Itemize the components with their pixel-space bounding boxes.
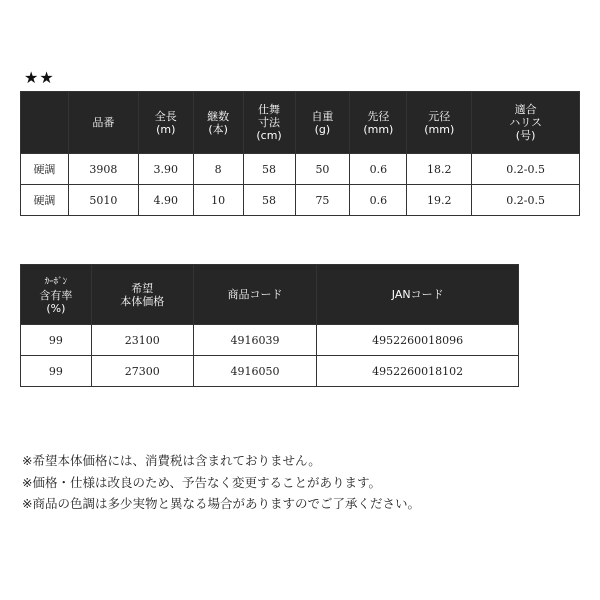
header-line: JANコード [391, 288, 444, 301]
price-header-row [21, 265, 519, 325]
header-line: 商品コード [227, 288, 283, 301]
rating-stars: ★★ [24, 68, 55, 87]
header-line: (%) [46, 302, 66, 315]
spec-cell: 50 [295, 154, 350, 185]
price-cell: 4952260018102 [317, 356, 519, 387]
spec-header-cell [193, 92, 243, 154]
spec-cell: 58 [243, 185, 295, 216]
header-line: (m) [156, 122, 176, 136]
spec-header-cell [243, 92, 295, 154]
header-line: 仕舞 [258, 103, 281, 116]
spec-table [20, 91, 580, 216]
spec-cell: 硬調 [21, 154, 69, 185]
spec-header-cell [350, 92, 407, 154]
spec-cell: 58 [243, 154, 295, 185]
table-row [21, 185, 580, 216]
header-line: (mm) [363, 122, 394, 136]
header-line: ハリス [509, 116, 542, 129]
spec-cell: 18.2 [407, 154, 472, 185]
note-line: ※希望本体価格には、消費税は含まれておりません。 [22, 453, 321, 468]
price-cell: 23100 [91, 325, 193, 356]
spec-header-cell [68, 92, 138, 154]
spec-cell: 10 [193, 185, 243, 216]
price-header-cell [193, 265, 317, 325]
spec-header-cell [472, 92, 580, 154]
header-line: 適合 [514, 103, 537, 116]
price-cell: 4916039 [193, 325, 317, 356]
spec-cell: 75 [295, 185, 350, 216]
note-line: ※商品の色調は多少実物と異なる場合がありますのでご了承ください。 [22, 496, 420, 511]
table-row [21, 356, 519, 387]
spec-cell: 0.6 [350, 185, 407, 216]
header-line: (cm) [256, 129, 282, 142]
notes [22, 450, 420, 515]
price-table [20, 264, 519, 387]
spec-cell: 5010 [68, 185, 138, 216]
header-line: 品番 [92, 116, 115, 129]
price-cell: 99 [21, 325, 92, 356]
spec-cell: 0.6 [350, 154, 407, 185]
header-line: 先径 [367, 109, 390, 123]
price-header-cell [21, 265, 92, 325]
header-line: ｶｰﾎﾞﾝ [44, 277, 68, 287]
spec-cell: 硬調 [21, 185, 69, 216]
spec-header-cell [407, 92, 472, 154]
price-cell: 99 [21, 356, 92, 387]
header-line: (本) [208, 122, 228, 136]
price-header-cell [91, 265, 193, 325]
spec-cell: 3.90 [138, 154, 193, 185]
header-line: (号) [515, 129, 536, 142]
header-line: (mm) [424, 122, 455, 136]
note-line: ※価格・仕様は改良のため、予告なく変更することがあります。 [22, 474, 381, 490]
header-line: 含有率 [39, 289, 73, 302]
price-cell: 4916050 [193, 356, 317, 387]
spec-cell: 4.90 [138, 185, 193, 216]
header-line: 寸法 [258, 116, 281, 129]
price-cell: 27300 [91, 356, 193, 387]
table-row [21, 154, 580, 185]
table-row [21, 325, 519, 356]
header-line: 本体価格 [120, 294, 165, 308]
price-cell: 4952260018096 [317, 325, 519, 356]
header-line: 元径 [428, 109, 451, 123]
spec-header-cell [295, 92, 350, 154]
header-line: 全長 [154, 109, 177, 123]
spec-cell: 19.2 [407, 185, 472, 216]
header-line: 希望 [131, 281, 154, 295]
spec-cell: 0.2-0.5 [472, 185, 580, 216]
price-header-cell [317, 265, 519, 325]
spec-header-cell [138, 92, 193, 154]
header-line: 継数 [207, 109, 230, 123]
spec-header-row [21, 92, 580, 154]
spec-header-cell [21, 92, 69, 154]
spec-cell: 0.2-0.5 [472, 154, 580, 185]
header-line: 自重 [311, 109, 334, 123]
spec-cell: 8 [193, 154, 243, 185]
header-line: (g) [314, 122, 331, 136]
spec-cell: 3908 [68, 154, 138, 185]
